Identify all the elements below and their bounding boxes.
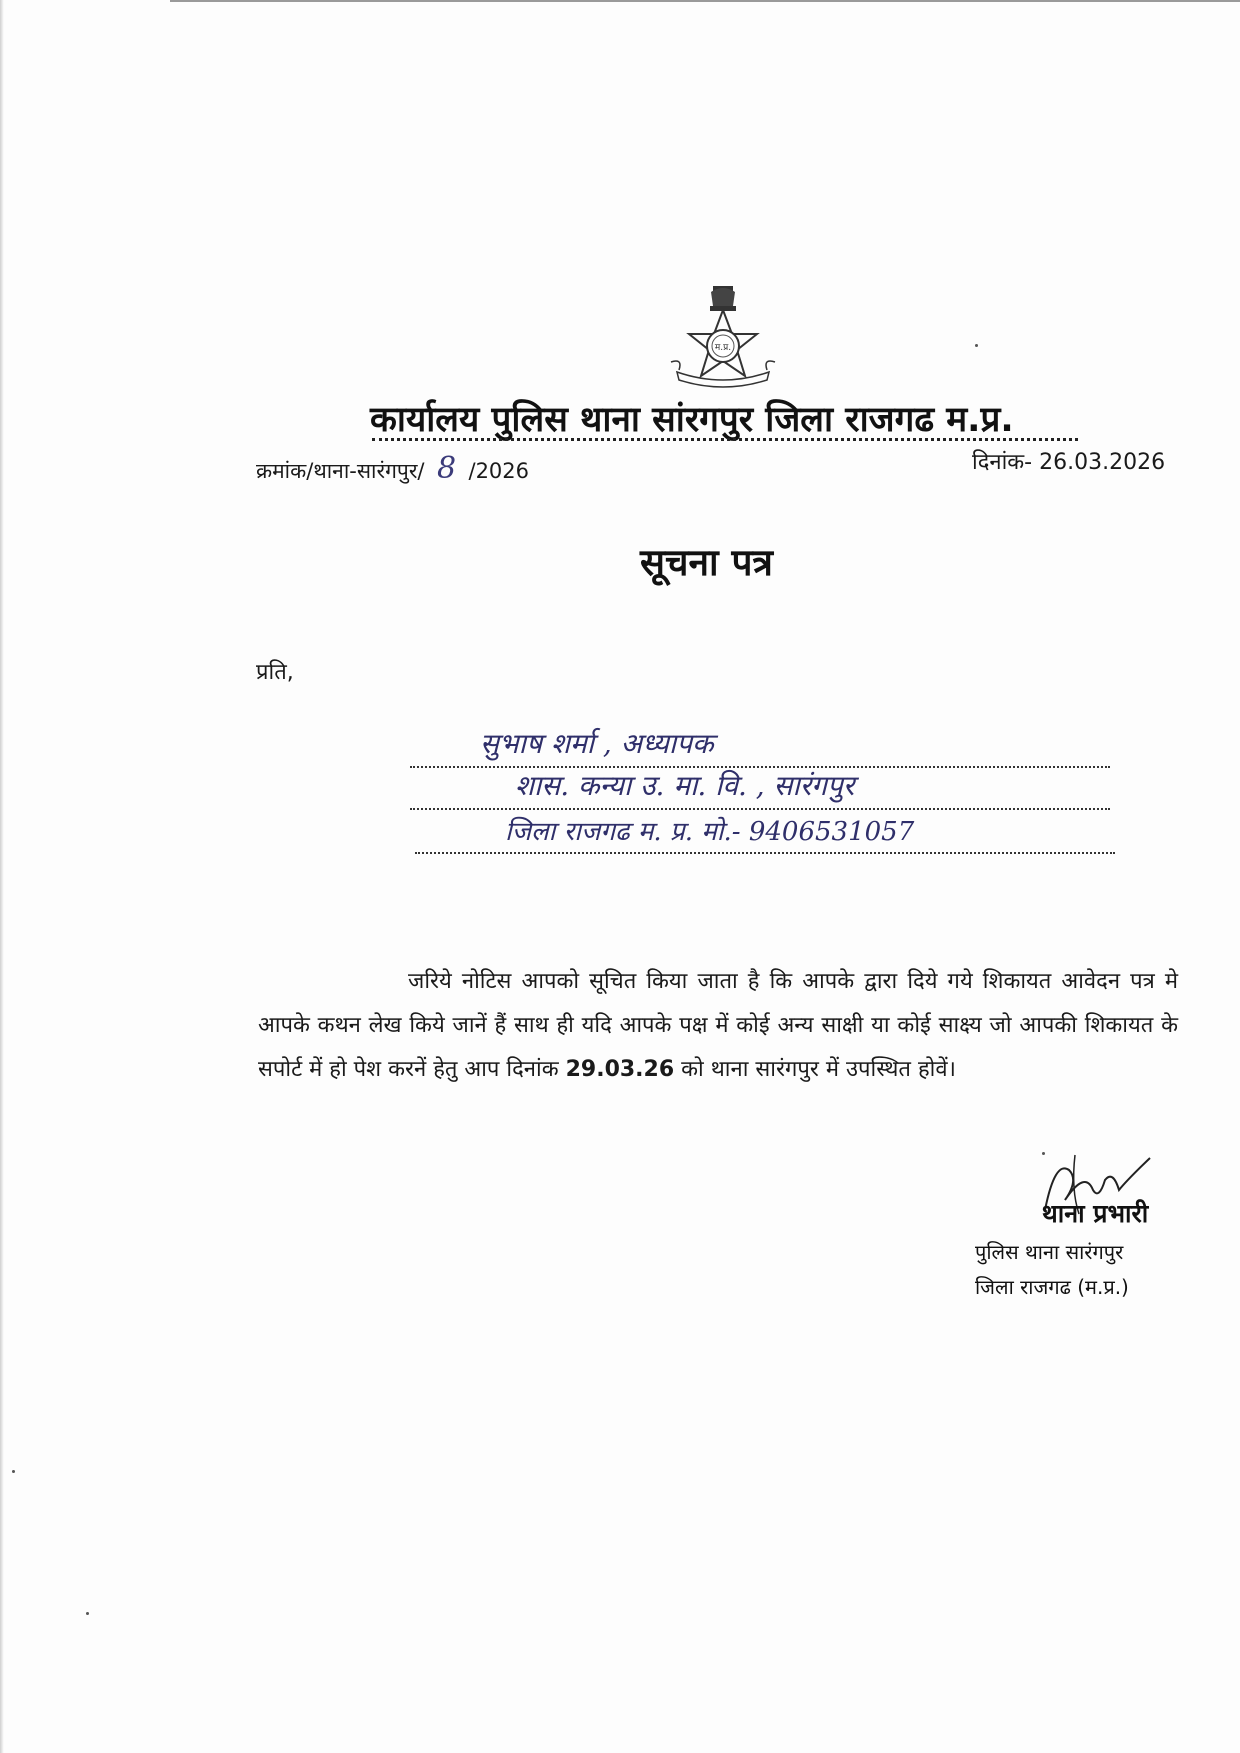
scan-top-edge — [170, 0, 1240, 16]
signature-title: थाना प्रभारी — [1041, 1199, 1149, 1228]
police-emblem-icon — [663, 284, 783, 390]
notice-body — [258, 960, 1178, 1092]
issue-date: दिनांक- 26.03.2026 — [972, 450, 1166, 475]
recipient-district-mobile: जिला राजगढ म. प्र. मो.- 9406531057 — [505, 817, 915, 847]
body-text-part2: को थाना सारंगपुर में उपस्थित होवें। — [681, 1057, 956, 1082]
ref-year: /2026 — [468, 459, 530, 483]
recipient-line-2 — [410, 768, 1110, 810]
recipient-line-1 — [410, 726, 1110, 768]
body-text-part1: जरिये नोटिस आपको सूचित किया जाता है कि आपके द्वारा दिये गये शिकायत आवेदन पत्र मे आपके कथन लेख किये जानें हैं साथ ही यदि आपके पक्ष में कोई अन्य साक्षी या कोई साक्ष्य जो आपकी शिकायत के सपोर्ट में हो पेश करनें हेतु आप दिनांक — [258, 969, 1178, 1082]
recipient-address: शास. कन्या उ. मा. वि. , सारंगपुर — [515, 769, 855, 802]
signature-block — [975, 1196, 1195, 1300]
ref-prefix: क्रमांक/थाना-सारंगपुर/ — [256, 459, 425, 483]
ref-number-handwritten: 8 — [436, 451, 457, 486]
recipient-name: सुभाष शर्मा , अध्यापक — [480, 727, 714, 760]
scan-left-edge — [0, 0, 4, 1753]
office-title: कार्यालय पुलिस थाना सांरगपुर जिला राजगढ म.प्र. — [370, 400, 1014, 440]
recipient-line-3 — [415, 812, 1115, 854]
to-label: प्रति, — [256, 660, 294, 685]
appearance-date: 29.03.26 — [565, 1057, 675, 1082]
notice-title: सूचना पत्र — [640, 541, 773, 584]
svg-text:म.प्र.: म.प्र. — [714, 343, 732, 353]
signature-line-district: जिला राजगढ (म.प्र.) — [975, 1275, 1129, 1299]
reference-number — [256, 451, 530, 486]
signature-line-station: पुलिस थाना सारंगपुर — [975, 1240, 1124, 1264]
title-underline — [372, 438, 1078, 441]
